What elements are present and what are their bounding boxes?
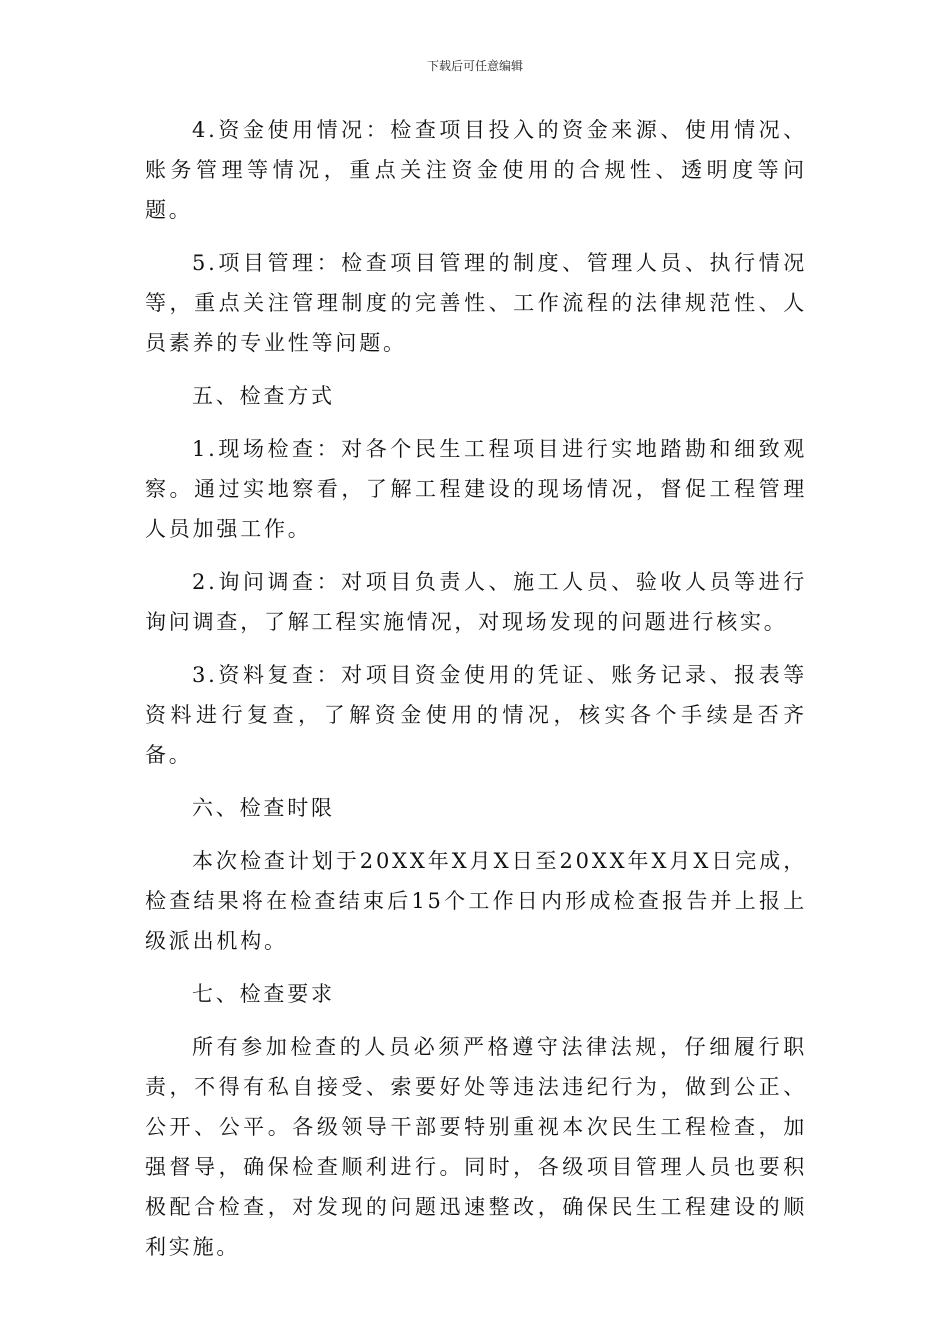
paragraph-site-inspection: 1.现场检查：对各个民生工程项目进行实地踏勘和细致观察。通过实地察看，了解工程建设的现场情况，督促工程管理人员加强工作。	[145, 437, 807, 541]
paragraph-inquiry-survey: 2.询问调查：对项目负责人、施工人员、验收人员等进行询问调查，了解工程实施情况，对现场发现的问题进行核实。	[145, 570, 807, 634]
paragraph-fund-usage: 4.资金使用情况：检查项目投入的资金来源、使用情况、账务管理等情况，重点关注资金使用的合规性、透明度等问题。	[145, 118, 807, 222]
section-heading-inspection-requirements: 七、检查要求	[192, 982, 335, 1006]
paragraph-document-review: 3.资料复查：对项目资金使用的凭证、账务记录、报表等资料进行复查，了解资金使用的情况，核实各个手续是否齐备。	[145, 663, 807, 767]
page-header: 下载后可任意编辑	[426, 59, 523, 73]
document-body	[145, 110, 807, 1280]
paragraph-inspection-schedule: 本次检查计划于20XX年X月X日至20XX年X月X日完成，检查结果将在检查结束后15个工作日内形成检查报告并上报上级派出机构。	[145, 849, 807, 953]
section-heading-inspection-method: 五、检查方式	[192, 384, 335, 408]
paragraph-requirements: 所有参加检查的人员必须严格遵守法律法规，仔细履行职责，不得有私自接受、索要好处等违法违纪行为，做到公正、公开、公平。各级领导干部要特别重视本次民生工程检查，加强督导，确保检查顺利进行。同时，各级项目管理人员也要积极配合检查，对发现的问题迅速整改，确保民生工程建设的顺利实施。	[145, 1035, 807, 1259]
paragraph-project-management: 5.项目管理：检查项目管理的制度、管理人员、执行情况等，重点关注管理制度的完善性、工作流程的法律规范性、人员素养的专业性等问题。	[145, 251, 807, 355]
section-heading-inspection-period: 六、检查时限	[192, 796, 335, 820]
